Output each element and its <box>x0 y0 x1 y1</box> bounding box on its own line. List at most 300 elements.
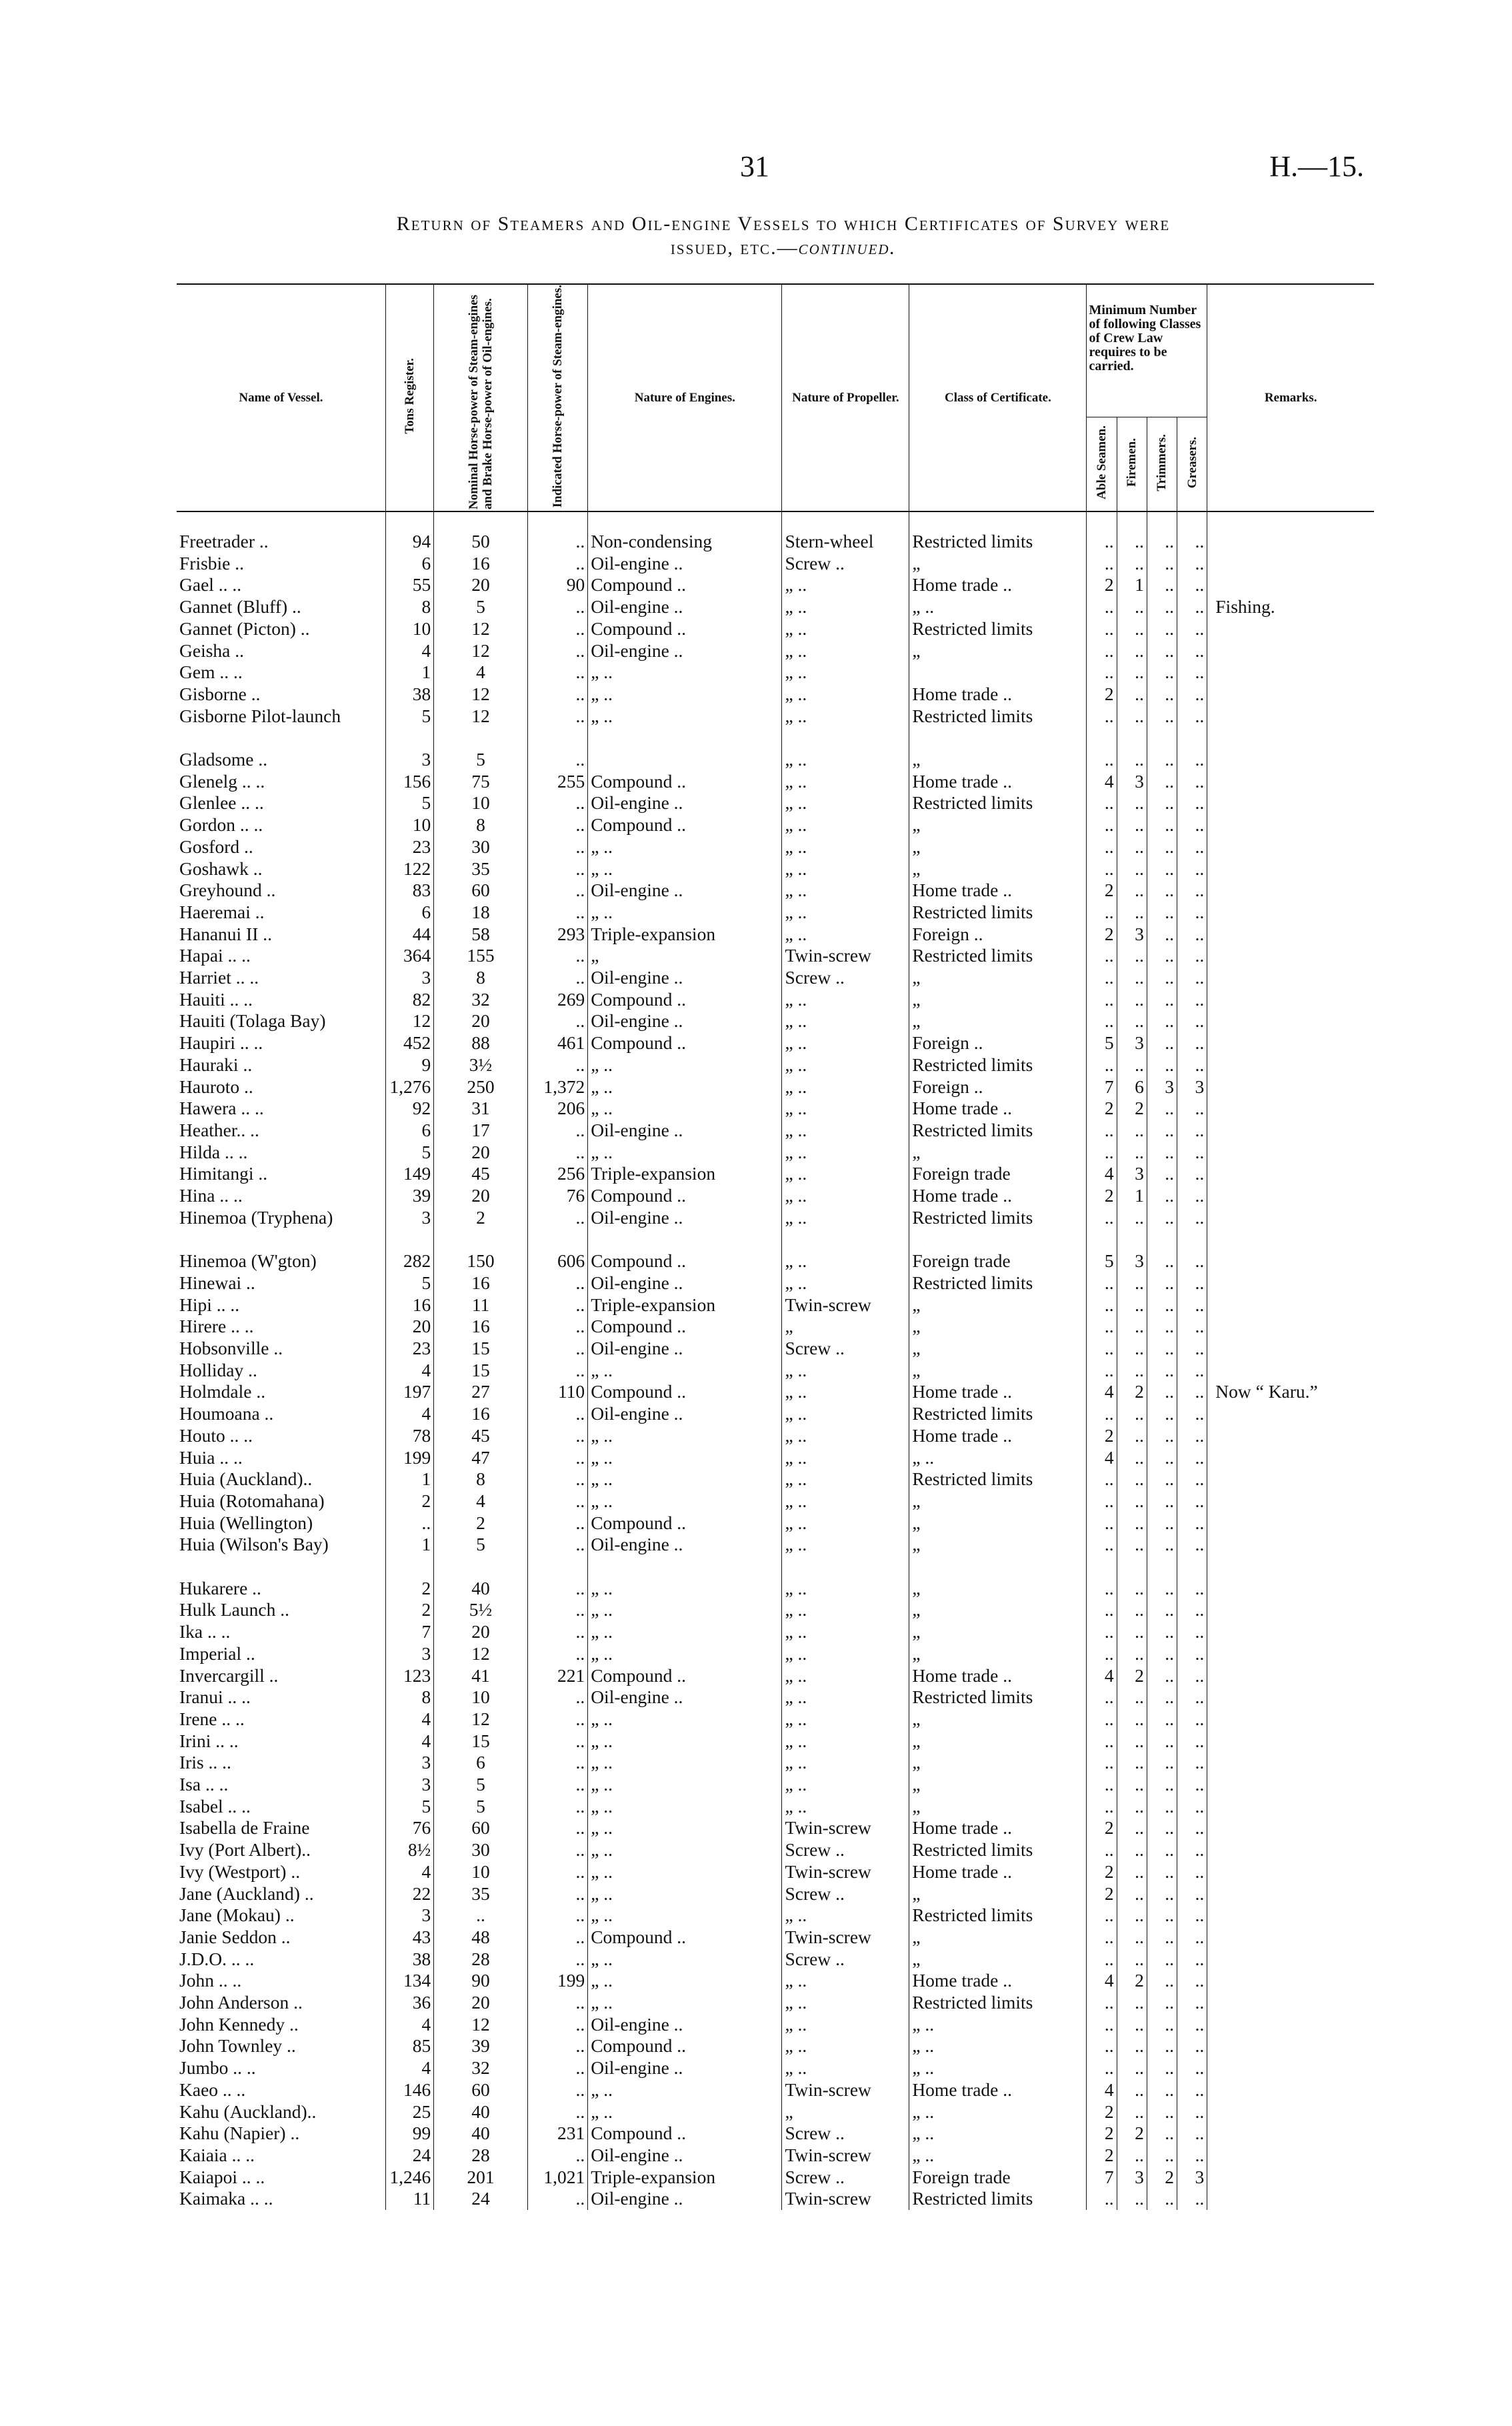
cell-able-seamen: .. <box>1087 1207 1117 1250</box>
cell-engine-type: „ .. <box>588 1468 782 1490</box>
cell-propeller: „ .. <box>782 989 909 1011</box>
cell-propeller: „ .. <box>782 706 909 749</box>
cell-vessel-name: Hauiti .. .. <box>179 988 253 1010</box>
cell-engine-type: Oil-engine .. <box>588 1010 782 1032</box>
cell-remarks <box>1207 945 1374 967</box>
cell-able-seamen: .. <box>1087 1643 1117 1665</box>
cell-certificate: Home trade .. <box>909 1098 1087 1120</box>
cell-tons: 43 <box>385 1927 433 1949</box>
cell-firemen: .. <box>1117 1425 1147 1447</box>
cell-able-seamen: .. <box>1087 1686 1117 1708</box>
cell-trimmers: .. <box>1147 1316 1177 1338</box>
cell-able-seamen: .. <box>1087 1578 1117 1600</box>
cell-propeller: „ .. <box>782 1272 909 1294</box>
cell-tons: 149 <box>385 1163 433 1185</box>
header-certificate: Class of Certificate. <box>909 284 1087 511</box>
cell-indicated-hp: .. <box>527 1861 587 1883</box>
cell-engine-type: Non-condensing <box>588 511 782 553</box>
cell-certificate: Restricted limits <box>909 706 1087 749</box>
cell-vessel-name: Huia (Auckland).. <box>179 1468 313 1490</box>
cell-trimmers: .. <box>1147 1512 1177 1534</box>
cell-nominal-hp: 60 <box>434 2079 528 2101</box>
cell-certificate: „ <box>909 640 1087 662</box>
table-body <box>177 511 1374 2210</box>
cell-able-seamen: .. <box>1087 1490 1117 1512</box>
cell-trimmers: .. <box>1147 1643 1177 1665</box>
cell-able-seamen: .. <box>1087 1142 1117 1164</box>
cell-propeller: Screw .. <box>782 2167 909 2189</box>
cell-engine-type: Compound .. <box>588 1512 782 1534</box>
cell-tons: 197 <box>385 1381 433 1403</box>
cell-firemen: 1 <box>1117 574 1147 596</box>
table-row <box>177 1490 1374 1512</box>
cell-certificate: „ <box>909 814 1087 836</box>
cell-nominal-hp: 20 <box>434 1621 528 1643</box>
cell-tons: 4 <box>385 1708 433 1730</box>
cell-trimmers: .. <box>1147 1578 1177 1600</box>
cell-vessel-name: Hananui II .. <box>179 923 272 944</box>
cell-propeller: „ .. <box>782 924 909 946</box>
cell-remarks <box>1207 706 1374 749</box>
cell-greasers: .. <box>1177 967 1207 989</box>
cell-able-seamen: .. <box>1087 2188 1117 2210</box>
cell-propeller: Stern-wheel <box>782 511 909 553</box>
subtitle-continued: continued. <box>798 237 897 259</box>
cell-trimmers: .. <box>1147 1686 1177 1708</box>
cell-greasers: .. <box>1177 1665 1207 1687</box>
cell-propeller: Screw .. <box>782 2123 909 2145</box>
cell-vessel-name: Hapai .. .. <box>179 945 251 966</box>
cell-certificate: Foreign .. <box>909 1032 1087 1054</box>
cell-nominal-hp: 5½ <box>434 1599 528 1621</box>
cell-remarks <box>1207 989 1374 1011</box>
cell-able-seamen: 2 <box>1087 1817 1117 1839</box>
cell-nominal-hp: 16 <box>434 1316 528 1338</box>
cell-certificate: „ .. <box>909 1447 1087 1469</box>
cell-tons: 76 <box>385 1817 433 1839</box>
cell-tons: 4 <box>385 2057 433 2079</box>
cell-greasers: .. <box>1177 1774 1207 1796</box>
cell-able-seamen: .. <box>1087 945 1117 967</box>
cell-tons: 24 <box>385 2145 433 2167</box>
cell-engine-type: „ .. <box>588 706 782 749</box>
cell-indicated-hp: 206 <box>527 1098 587 1120</box>
cell-able-seamen: 2 <box>1087 684 1117 706</box>
cell-indicated-hp: .. <box>527 814 587 836</box>
cell-trimmers: .. <box>1147 2079 1177 2101</box>
cell-propeller: „ .. <box>782 1098 909 1120</box>
cell-nominal-hp: 12 <box>434 1643 528 1665</box>
cell-tons: 92 <box>385 1098 433 1120</box>
cell-engine-type: „ .. <box>588 1730 782 1752</box>
cell-indicated-hp: 269 <box>527 989 587 1011</box>
cell-propeller: „ .. <box>782 684 909 706</box>
cell-tons: 1 <box>385 662 433 684</box>
table-row <box>177 511 1374 553</box>
cell-remarks <box>1207 2145 1374 2167</box>
cell-remarks <box>1207 1665 1374 1687</box>
table-row <box>177 1250 1374 1272</box>
table-row <box>177 1010 1374 1032</box>
cell-nominal-hp: 3½ <box>434 1054 528 1076</box>
cell-tons: 1,276 <box>385 1076 433 1098</box>
cell-tons: 5 <box>385 1272 433 1294</box>
cell-nominal-hp: 27 <box>434 1381 528 1403</box>
cell-indicated-hp: .. <box>527 1883 587 1905</box>
cell-engine-type: „ .. <box>588 1054 782 1076</box>
cell-nominal-hp: 5 <box>434 1796 528 1818</box>
cell-able-seamen: .. <box>1087 836 1117 858</box>
cell-propeller: „ <box>782 2101 909 2123</box>
cell-indicated-hp: .. <box>527 1272 587 1294</box>
cell-engine-type: Oil-engine .. <box>588 2014 782 2036</box>
cell-propeller: „ .. <box>782 596 909 618</box>
cell-trimmers: .. <box>1147 1708 1177 1730</box>
table-row <box>177 1512 1374 1534</box>
table-row <box>177 1381 1374 1403</box>
cell-indicated-hp: 255 <box>527 771 587 793</box>
cell-indicated-hp: 221 <box>527 1665 587 1687</box>
cell-propeller: „ .. <box>782 1599 909 1621</box>
cell-engine-type: „ .. <box>588 1949 782 1971</box>
cell-remarks <box>1207 1512 1374 1534</box>
cell-vessel-name: Houto .. .. <box>179 1424 253 1446</box>
cell-tons: 4 <box>385 1403 433 1425</box>
cell-vessel-name: Haupiri .. .. <box>179 1032 263 1054</box>
cell-remarks <box>1207 1032 1374 1054</box>
cell-remarks <box>1207 1686 1374 1708</box>
cell-engine-type: „ .. <box>588 858 782 880</box>
cell-able-seamen: .. <box>1087 1360 1117 1382</box>
cell-propeller: Twin-screw <box>782 1294 909 1316</box>
header-remarks: Remarks. <box>1207 284 1374 511</box>
cell-remarks <box>1207 836 1374 858</box>
cell-remarks <box>1207 553 1374 575</box>
cell-able-seamen: .. <box>1087 1708 1117 1730</box>
cell-greasers: .. <box>1177 880 1207 902</box>
cell-trimmers: .. <box>1147 2123 1177 2145</box>
cell-trimmers: .. <box>1147 1796 1177 1818</box>
cell-vessel-name: John Anderson .. <box>179 1992 303 2013</box>
cell-certificate: „ <box>909 967 1087 989</box>
cell-tons: 2 <box>385 1578 433 1600</box>
cell-tons: 4 <box>385 1861 433 1883</box>
cell-indicated-hp: .. <box>527 2035 587 2057</box>
cell-vessel-name: Gem .. .. <box>179 662 243 683</box>
cell-indicated-hp: .. <box>527 1534 587 1577</box>
cell-tons: 1,246 <box>385 2167 433 2189</box>
cell-tons: 5 <box>385 1796 433 1818</box>
cell-vessel-name: J.D.O. .. .. <box>179 1948 255 1969</box>
cell-trimmers: .. <box>1147 1730 1177 1752</box>
cell-indicated-hp: .. <box>527 836 587 858</box>
cell-indicated-hp: .. <box>527 1054 587 1076</box>
cell-firemen: .. <box>1117 662 1147 684</box>
cell-trimmers: .. <box>1147 553 1177 575</box>
cell-propeller: „ .. <box>782 1207 909 1250</box>
cell-certificate: Home trade .. <box>909 1861 1087 1883</box>
cell-vessel-name: Kaiaia .. .. <box>179 2144 255 2165</box>
cell-certificate: „ <box>909 1142 1087 1164</box>
cell-trimmers: .. <box>1147 1817 1177 1839</box>
table-row <box>177 1098 1374 1120</box>
cell-certificate: „ <box>909 1883 1087 1905</box>
cell-trimmers: .. <box>1147 1425 1177 1447</box>
cell-able-seamen: 2 <box>1087 2145 1117 2167</box>
cell-firemen: .. <box>1117 1730 1147 1752</box>
cell-greasers: .. <box>1177 1142 1207 1164</box>
cell-nominal-hp: 12 <box>434 706 528 749</box>
cell-vessel-name: Jane (Auckland) .. <box>179 1883 314 1904</box>
cell-able-seamen: .. <box>1087 1338 1117 1360</box>
cell-engine-type: „ .. <box>588 1599 782 1621</box>
cell-tons: 199 <box>385 1447 433 1469</box>
cell-remarks <box>1207 1599 1374 1621</box>
table-row <box>177 1621 1374 1643</box>
cell-trimmers: .. <box>1147 924 1177 946</box>
cell-indicated-hp: .. <box>527 2079 587 2101</box>
cell-vessel-name: Ika .. .. <box>179 1621 231 1642</box>
cell-tons: 23 <box>385 836 433 858</box>
cell-greasers: .. <box>1177 2188 1207 2210</box>
cell-able-seamen: .. <box>1087 1927 1117 1949</box>
cell-firemen: .. <box>1117 1861 1147 1883</box>
cell-indicated-hp: .. <box>527 1512 587 1534</box>
cell-greasers: .. <box>1177 902 1207 924</box>
cell-propeller: „ .. <box>782 1512 909 1534</box>
cell-vessel-name: Hinewai .. <box>179 1272 255 1293</box>
cell-able-seamen: .. <box>1087 1534 1117 1577</box>
cell-able-seamen: 4 <box>1087 1381 1117 1403</box>
cell-indicated-hp: .. <box>527 1643 587 1665</box>
cell-certificate: Foreign trade <box>909 1250 1087 1272</box>
cell-vessel-name: Jumbo .. .. <box>179 2057 256 2079</box>
cell-firemen: .. <box>1117 1360 1147 1382</box>
cell-indicated-hp: .. <box>527 1817 587 1839</box>
cell-engine-type: Oil-engine .. <box>588 2057 782 2079</box>
cell-indicated-hp: .. <box>527 1621 587 1643</box>
cell-trimmers: .. <box>1147 1403 1177 1425</box>
cell-certificate: Restricted limits <box>909 1992 1087 2014</box>
cell-indicated-hp: 90 <box>527 574 587 596</box>
header-crew: Minimum Number of following Classes of Crew Law requires to be carried. <box>1087 284 1207 417</box>
table-row <box>177 1447 1374 1469</box>
cell-tons: 99 <box>385 2123 433 2145</box>
table-row <box>177 1730 1374 1752</box>
cell-tons: 156 <box>385 771 433 793</box>
table-row <box>177 1142 1374 1164</box>
cell-nominal-hp: 10 <box>434 1861 528 1883</box>
cell-able-seamen: .. <box>1087 1949 1117 1971</box>
cell-tons: 11 <box>385 2188 433 2210</box>
cell-indicated-hp: .. <box>527 792 587 814</box>
cell-firemen: .. <box>1117 814 1147 836</box>
cell-engine-type: „ .. <box>588 902 782 924</box>
cell-able-seamen: .. <box>1087 618 1117 640</box>
cell-remarks <box>1207 1861 1374 1883</box>
table-row <box>177 706 1374 749</box>
cell-indicated-hp: .. <box>527 1599 587 1621</box>
cell-vessel-name: Hina .. .. <box>179 1185 243 1206</box>
cell-able-seamen: .. <box>1087 858 1117 880</box>
cell-propeller: „ .. <box>782 1992 909 2014</box>
cell-remarks <box>1207 1970 1374 1992</box>
cell-certificate: Home trade .. <box>909 684 1087 706</box>
cell-engine-type: Compound .. <box>588 2035 782 2057</box>
cell-nominal-hp: 32 <box>434 2057 528 2079</box>
cell-trimmers: .. <box>1147 2145 1177 2167</box>
cell-propeller: Twin-screw <box>782 1927 909 1949</box>
cell-firemen: .. <box>1117 2145 1147 2167</box>
table-row <box>177 1839 1374 1861</box>
cell-greasers: .. <box>1177 771 1207 793</box>
table-row <box>177 902 1374 924</box>
cell-indicated-hp: .. <box>527 1360 587 1382</box>
cell-trimmers: .. <box>1147 1621 1177 1643</box>
cell-engine-type: „ .. <box>588 1905 782 1927</box>
cell-propeller: „ .. <box>782 1381 909 1403</box>
cell-propeller: „ .. <box>782 1468 909 1490</box>
cell-greasers: .. <box>1177 1599 1207 1621</box>
table-row <box>177 945 1374 967</box>
cell-nominal-hp: 2 <box>434 1512 528 1534</box>
cell-greasers: .. <box>1177 1992 1207 2014</box>
cell-firemen: .. <box>1117 1316 1147 1338</box>
cell-remarks <box>1207 511 1374 553</box>
cell-nominal-hp: 11 <box>434 1294 528 1316</box>
page-number: 31 <box>740 150 769 183</box>
cell-vessel-name: Iranui .. .. <box>179 1686 251 1708</box>
cell-remarks <box>1207 1142 1374 1164</box>
cell-engine-type: „ .. <box>588 1447 782 1469</box>
cell-tons: 6 <box>385 902 433 924</box>
cell-remarks <box>1207 1534 1374 1577</box>
cell-nominal-hp: 45 <box>434 1425 528 1447</box>
cell-indicated-hp: .. <box>527 1752 587 1774</box>
cell-nominal-hp: 12 <box>434 640 528 662</box>
cell-able-seamen: 2 <box>1087 2101 1117 2123</box>
cell-nominal-hp: 10 <box>434 792 528 814</box>
cell-indicated-hp: .. <box>527 1686 587 1708</box>
cell-propeller: „ .. <box>782 1120 909 1142</box>
cell-tons: .. <box>385 1512 433 1534</box>
cell-greasers: .. <box>1177 1643 1207 1665</box>
cell-remarks <box>1207 858 1374 880</box>
cell-tons: 38 <box>385 1949 433 1971</box>
cell-vessel-name: Harriet .. .. <box>179 967 259 988</box>
table-row <box>177 1076 1374 1098</box>
cell-firemen: .. <box>1117 967 1147 989</box>
cell-remarks <box>1207 880 1374 902</box>
cell-trimmers: 2 <box>1147 2167 1177 2189</box>
table-row <box>177 1272 1374 1294</box>
cell-trimmers: .. <box>1147 1250 1177 1272</box>
cell-remarks <box>1207 2079 1374 2101</box>
cell-certificate: Home trade .. <box>909 1425 1087 1447</box>
cell-certificate: Restricted limits <box>909 1054 1087 1076</box>
cell-vessel-name: Isa .. .. <box>179 1774 229 1795</box>
cell-remarks <box>1207 1817 1374 1839</box>
header-greasers-text: Greasers. <box>1185 436 1199 489</box>
cell-certificate: Foreign trade <box>909 2167 1087 2189</box>
table-row <box>177 1774 1374 1796</box>
cell-indicated-hp: .. <box>527 1294 587 1316</box>
cell-trimmers: .. <box>1147 1447 1177 1469</box>
cell-trimmers: .. <box>1147 1490 1177 1512</box>
cell-tons: 25 <box>385 2101 433 2123</box>
header-trimmers-text: Trimmers. <box>1155 433 1169 491</box>
cell-certificate: Home trade .. <box>909 1185 1087 1207</box>
cell-greasers: .. <box>1177 836 1207 858</box>
cell-propeller: Twin-screw <box>782 2079 909 2101</box>
cell-indicated-hp: 461 <box>527 1032 587 1054</box>
cell-tons: 5 <box>385 792 433 814</box>
cell-greasers: .. <box>1177 1839 1207 1861</box>
cell-able-seamen: 2 <box>1087 880 1117 902</box>
cell-vessel-name: Kaimaka .. .. <box>179 2188 273 2209</box>
cell-nominal-hp: 10 <box>434 1686 528 1708</box>
cell-remarks <box>1207 1490 1374 1512</box>
cell-engine-type: Triple-expansion <box>588 1163 782 1185</box>
cell-trimmers: .. <box>1147 902 1177 924</box>
cell-indicated-hp: .. <box>527 596 587 618</box>
cell-remarks: Fishing. <box>1207 596 1374 618</box>
cell-propeller: „ .. <box>782 1730 909 1752</box>
cell-engine-type: Compound .. <box>588 618 782 640</box>
cell-indicated-hp: .. <box>527 1447 587 1469</box>
cell-vessel-name: Isabel .. .. <box>179 1795 251 1816</box>
cell-remarks <box>1207 1643 1374 1665</box>
cell-engine-type: Compound .. <box>588 1665 782 1687</box>
table-row <box>177 1905 1374 1927</box>
cell-able-seamen: .. <box>1087 1905 1117 1927</box>
cell-engine-type: „ .. <box>588 1861 782 1883</box>
cell-nominal-hp: 12 <box>434 2014 528 2036</box>
cell-able-seamen: 2 <box>1087 1425 1117 1447</box>
cell-indicated-hp: 110 <box>527 1381 587 1403</box>
cell-trimmers: .. <box>1147 1883 1177 1905</box>
cell-greasers: .. <box>1177 1163 1207 1185</box>
cell-propeller: „ .. <box>782 1403 909 1425</box>
cell-trimmers: .. <box>1147 858 1177 880</box>
table-row <box>177 2123 1374 2145</box>
cell-trimmers: .. <box>1147 1360 1177 1382</box>
cell-trimmers: .. <box>1147 1468 1177 1490</box>
cell-engine-type: „ .. <box>588 1970 782 1992</box>
cell-firemen: .. <box>1117 858 1147 880</box>
cell-nominal-hp: 15 <box>434 1360 528 1382</box>
cell-certificate: Home trade .. <box>909 880 1087 902</box>
cell-propeller: Screw .. <box>782 1839 909 1861</box>
cell-able-seamen: .. <box>1087 1403 1117 1425</box>
table-row <box>177 553 1374 575</box>
cell-nominal-hp: 250 <box>434 1076 528 1098</box>
cell-nominal-hp: 50 <box>434 511 528 553</box>
cell-remarks <box>1207 1883 1374 1905</box>
cell-greasers: .. <box>1177 924 1207 946</box>
cell-nominal-hp: 16 <box>434 1272 528 1294</box>
cell-certificate: „ <box>909 1512 1087 1534</box>
cell-certificate: Home trade .. <box>909 1817 1087 1839</box>
table-row <box>177 618 1374 640</box>
table-row <box>177 1163 1374 1185</box>
cell-greasers: .. <box>1177 1883 1207 1905</box>
cell-tons: 94 <box>385 511 433 553</box>
cell-indicated-hp: .. <box>527 684 587 706</box>
cell-nominal-hp: 201 <box>434 2167 528 2189</box>
cell-engine-type: Oil-engine .. <box>588 1403 782 1425</box>
cell-firemen: .. <box>1117 1447 1147 1469</box>
